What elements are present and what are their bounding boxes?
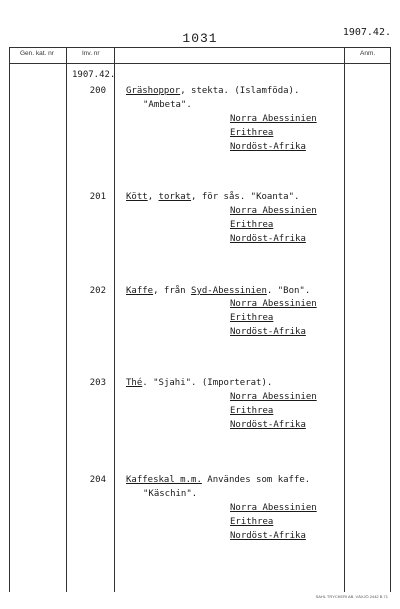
entry-description: Thé. "Sjahi". (Importerat). [126,378,273,388]
region-label: Nordöst-Afrika [230,142,306,152]
entry-description: Gräshoppor, stekta. (Islamföda). [126,86,300,96]
inv-number: 203 [89,378,106,388]
column-rule-text-anm [344,47,345,592]
inv-number: 200 [89,86,106,96]
entry-description: Kaffe, från Syd-Abessinien. "Bon". [126,286,311,296]
region-label: Norra Abessinien [230,299,317,309]
inv-number: 204 [89,475,106,485]
header-anm: Anm. [360,50,376,57]
region-label: Norra Abessinien [230,503,317,513]
corner-date: 1907.42. [342,27,391,38]
region-label: Erithrea [230,517,274,527]
column-rule-left-edge [9,47,10,592]
region-label: Norra Abessinien [230,392,317,402]
region-label: Nordöst-Afrika [230,420,306,430]
page-number: 1031 [182,31,218,46]
region-label: Nordöst-Afrika [230,531,306,541]
region-label: Erithrea [230,220,274,230]
column-rule-inv-text [114,47,115,592]
region-label: Erithrea [230,128,274,138]
header-gen-kat-nr: Gen. kat. nr [20,50,54,57]
entry-year: 1907.42. [72,70,116,80]
column-rule-right-edge [390,47,391,592]
region-label: Nordöst-Afrika [230,234,306,244]
header-inv-nr: Inv. nr [82,50,100,57]
region-label: Nordöst-Afrika [230,327,306,337]
region-label: Erithrea [230,406,274,416]
entry-description: Kött, torkat, för sås. "Koanta". [126,192,300,202]
region-label: Norra Abessinien [230,206,317,216]
entry-native-name: "Käschin". [143,489,198,499]
column-rule-gen-inv [66,47,67,592]
entry-description: Kaffeskal m.m. Användes som kaffe. [126,475,311,485]
region-label: Norra Abessinien [230,114,317,124]
inv-number: 201 [89,192,106,202]
entry-native-name: "Ambeta". [143,100,192,110]
region-label: Erithrea [230,313,274,323]
inv-number: 202 [89,286,106,296]
printer-imprint: SAHL TRYCKERI AB. VÄXJÖ 2442 B 71 [315,594,388,599]
